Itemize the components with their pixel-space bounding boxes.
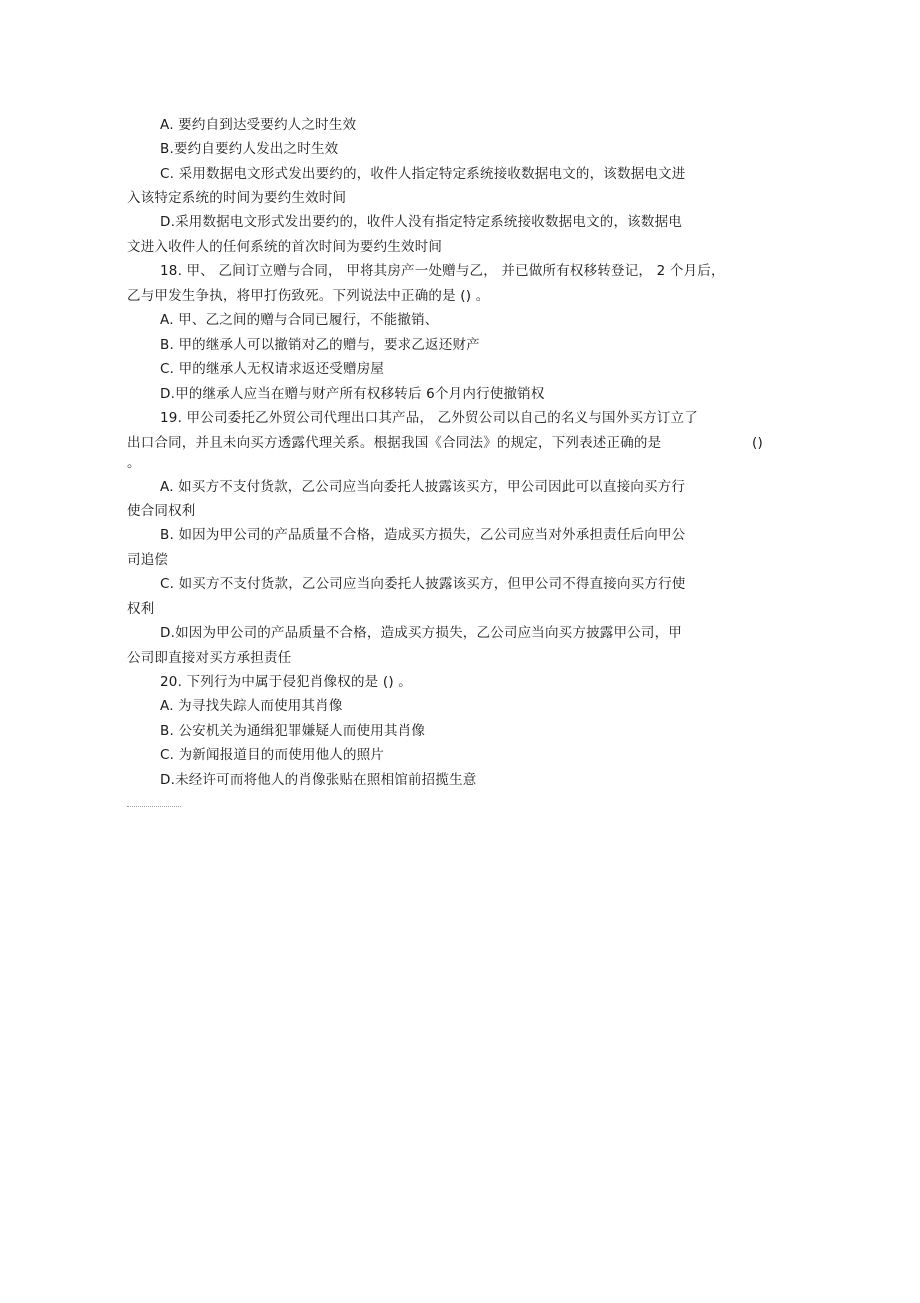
q18-stem-line1: 18. 甲、 乙间订立赠与合同， 甲将其房产一处赠与乙， 并已做所有权移转登记， 2 个月后， xyxy=(160,263,725,279)
q18-stem-line2: 乙与甲发生争执，将甲打伤致死。下列说法中正确的是 () 。 xyxy=(127,288,490,304)
q19-answer-paren: () xyxy=(752,435,763,451)
q19-option-a-line1: A. 如买方不支付货款，乙公司应当向委托人披露该买方，甲公司因此可以直接向买方行 xyxy=(160,479,686,495)
q20-stem: 20. 下列行为中属于侵犯肖像权的是 () 。 xyxy=(160,674,412,690)
q18-option-c: C. 甲的继承人无权请求返还受赠房屋 xyxy=(160,361,385,377)
q17-option-c-line2: 入该特定系统的时间为要约生效时间 xyxy=(127,190,347,206)
q19-option-b-line2: 司追偿 xyxy=(127,552,169,568)
q19-option-d-line2: 公司即直接对买方承担责任 xyxy=(127,650,292,666)
q19-option-d-line1: D.如因为甲公司的产品质量不合格，造成买方损失，乙公司应当向买方披露甲公司，甲 xyxy=(160,625,682,641)
q17-option-c-line1: C. 采用数据电文形式发出要约的，收件人指定特定系统接收数据电文的，该数据电文进 xyxy=(160,166,686,182)
q17-option-d-line2: 文进入收件人的任何系统的首次时间为要约生效时间 xyxy=(127,239,443,255)
q18-option-a: A. 甲、乙之间的赠与合同已履行，不能撤销、 xyxy=(160,312,439,328)
q20-option-d: D.未经许可而将他人的肖像张贴在照相馆前招揽生意 xyxy=(160,772,477,788)
q19-option-c-line2: 权利 xyxy=(127,601,155,617)
q20-option-a: A. 为寻找失踪人而使用其肖像 xyxy=(160,698,343,714)
q19-stem-line3: 。 xyxy=(127,455,141,471)
q19-option-a-line2: 使合同权利 xyxy=(127,503,196,519)
q18-option-b: B. 甲的继承人可以撤销对乙的赠与，要求乙返还财产 xyxy=(160,337,480,353)
q19-option-c-line1: C. 如买方不支付货款，乙公司应当向委托人披露该买方，但甲公司不得直接向买方行使 xyxy=(160,576,686,592)
q17-option-a: A. 要约自到达受要约人之时生效 xyxy=(160,117,357,133)
q19-stem-line2: 出口合同，并且未向买方透露代理关系。根据我国《合同法》的规定，下列表述正确的是 xyxy=(127,435,662,451)
q19-stem-line1: 19. 甲公司委托乙外贸公司代理出口其产品， 乙外贸公司以自己的名义与国外买方订立了 xyxy=(160,410,698,426)
q20-option-b: B. 公安机关为通缉犯罪嫌疑人而使用其肖像 xyxy=(160,723,426,739)
q20-option-c: C. 为新闻报道目的而使用他人的照片 xyxy=(160,747,385,763)
q19-option-b-line1: B. 如因为甲公司的产品质量不合格，造成买方损失，乙公司应当对外承担责任后向甲公 xyxy=(160,527,686,543)
q18-option-d: D.甲的继承人应当在赠与财产所有权移转后 6个月内行使撤销权 xyxy=(160,386,545,402)
q17-option-d-line1: D.采用数据电文形式发出要约的，收件人没有指定特定系统接收数据电文的，该数据电 xyxy=(160,214,682,230)
q17-option-b: B.要约自要约人发出之时生效 xyxy=(160,141,339,157)
footnote-divider xyxy=(127,806,181,807)
